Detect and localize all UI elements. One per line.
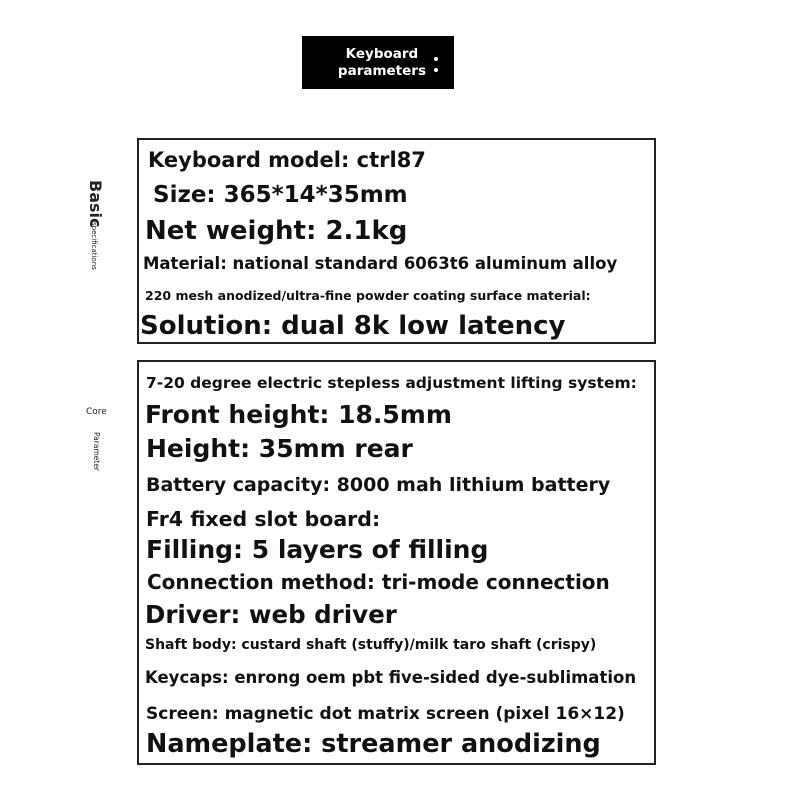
param-battery: Battery capacity: 8000 mah lithium battery	[146, 474, 611, 496]
param-front-height: Front height: 18.5mm	[145, 400, 452, 429]
badge-dot-bottom	[434, 68, 438, 72]
section-badge	[302, 36, 454, 89]
basic-side-subtitle: specifications	[90, 222, 98, 270]
core-side-title: Core	[86, 407, 107, 417]
spec-material: Material: national standard 6063t6 aluminum alloy	[143, 254, 618, 273]
spec-surface: 220 mesh anodized/ultra-fine powder coating surface material:	[145, 288, 591, 303]
param-filling: Filling: 5 layers of filling	[146, 535, 489, 564]
param-slot-board: Fr4 fixed slot board:	[146, 507, 381, 531]
basic-side-title: Basic	[86, 180, 105, 228]
spec-keyboard-model: Keyboard model: ctrl87	[148, 148, 426, 172]
badge-dot-top	[434, 57, 438, 61]
param-driver: Driver: web driver	[145, 600, 397, 629]
param-lifting-system: 7-20 degree electric stepless adjustment lifting system:	[146, 374, 637, 392]
param-shaft-body: Shaft body: custard shaft (stuffy)/milk taro shaft (crispy)	[145, 637, 597, 653]
param-rear-height: Height: 35mm rear	[146, 434, 413, 463]
spec-size: Size: 365*14*35mm	[153, 182, 408, 208]
param-keycaps: Keycaps: enrong oem pbt five-sided dye-sublimation	[145, 668, 637, 687]
badge-title	[338, 46, 426, 80]
param-connection: Connection method: tri-mode connection	[147, 570, 610, 594]
param-screen: Screen: magnetic dot matrix screen (pixel 16×12)	[146, 704, 625, 724]
badge-title-line1: Keyboard	[345, 46, 419, 62]
core-side-subtitle: Parameter	[92, 432, 101, 472]
param-nameplate: Nameplate: streamer anodizing	[146, 729, 601, 759]
spec-solution: Solution: dual 8k low latency	[140, 311, 566, 341]
badge-title-line2: parameters	[337, 63, 426, 79]
spec-net-weight: Net weight: 2.1kg	[145, 216, 408, 246]
